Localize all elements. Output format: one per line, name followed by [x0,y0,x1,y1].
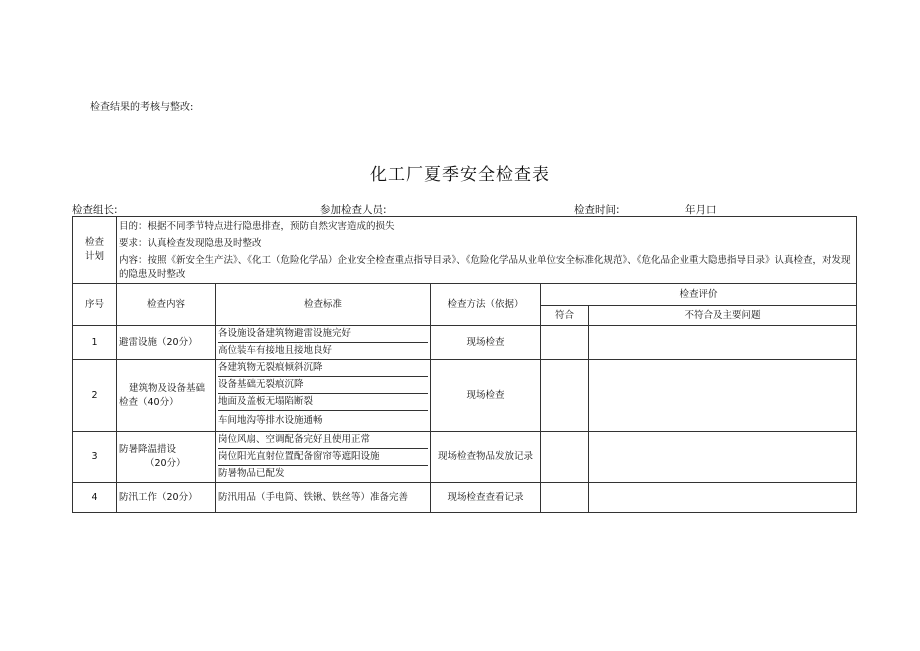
row-content-line1: 防暑降温措设 [119,444,177,455]
row-conform-cell [541,360,589,432]
plan-purpose: 目的：根据不同季节特点进行隐患排查，预防自然灾害造成的损失 [119,221,395,232]
standard-item: 设备基础无裂痕沉降 [218,377,428,394]
table-row [73,483,857,513]
standard-item: 车间地沟等排水设施通畅 [218,415,323,426]
row-content-cell [117,432,216,483]
row-content: 避雷设施（20分） [117,326,216,360]
header-content: 检查内容 [117,284,216,326]
row-conform-cell [541,326,589,360]
plan-row [73,217,857,284]
row-conform-cell [541,432,589,483]
row-nonconform-cell [589,432,857,483]
row-nonconform-cell [589,483,857,513]
pre-note: 检查结果的考核与整改: [90,102,194,113]
page-title: 化工厂夏季安全检查表 [370,165,550,185]
row-method: 现场检查物品发放记录 [431,432,541,483]
row-standards [216,432,431,483]
table-row [73,432,857,483]
standard-item: 各设施设备建筑物避雷设施完好 [218,326,428,343]
row-standards [216,326,431,360]
row-standard-text: 防汛用品（手电筒、铁锹、铁丝等）准备完善 [216,483,431,513]
plan-label-cell [73,217,117,284]
participants-label: 参加检查人员: [320,204,387,216]
row-content: 建筑物及设备基础检查（40分） [117,360,216,432]
standard-item: 防暑物品已配发 [218,468,285,479]
inspection-table [72,216,857,513]
header-nonconform: 不符合及主要问题 [589,306,857,326]
standard-item: 各建筑物无裂痕倾斜沉降 [218,360,428,377]
header-method: 检查方法（依据） [431,284,541,326]
row-no: 1 [73,326,117,360]
leader-label: 检查组长: [72,204,118,216]
row-standards [216,360,431,432]
row-no: 2 [73,360,117,432]
table-row [73,326,857,360]
row-method: 现场检查 [431,360,541,432]
row-content-line2: （20分） [145,458,186,469]
row-no: 3 [73,432,117,483]
plan-requirement: 要求：认真检查发现隐患及时整改 [119,238,262,249]
header-row-1 [73,284,857,306]
plan-details-cell [117,217,857,284]
time-label: 检查时间: [574,204,620,216]
header-conform: 符合 [541,306,589,326]
header-standard: 检查标准 [216,284,431,326]
header-evaluation: 检查评价 [541,284,857,306]
row-method: 现场检查 [431,326,541,360]
row-nonconform-cell [589,360,857,432]
standard-item: 岗位风扇、空调配备完好且使用正常 [218,432,428,449]
row-no: 4 [73,483,117,513]
plan-content: 内容：按照《新安全生产法》、《化工（危险化学品）企业安全检查重点指导目录》、《危险化学品从业单位安全标准化规范》、《危化品企业重大隐患指导目录》认真检查，对发现的隐患及时整改 [119,255,851,280]
row-nonconform-cell [589,326,857,360]
date-text: 年月口 [685,204,717,216]
row-method: 现场检查查看记录 [431,483,541,513]
standard-item: 岗位阳光直射位置配备窗帘等遮阳设施 [218,449,428,466]
table-row [73,360,857,432]
row-content: 防汛工作（20分） [117,483,216,513]
standard-item: 地面及盖板无塌陷断裂 [218,394,428,411]
plan-label-line1: 检查 [84,237,104,248]
header-no: 序号 [73,284,117,326]
standard-item: 高位装车有接地且接地良好 [218,345,333,356]
row-conform-cell [541,483,589,513]
plan-label-line2: 计划 [84,251,104,262]
